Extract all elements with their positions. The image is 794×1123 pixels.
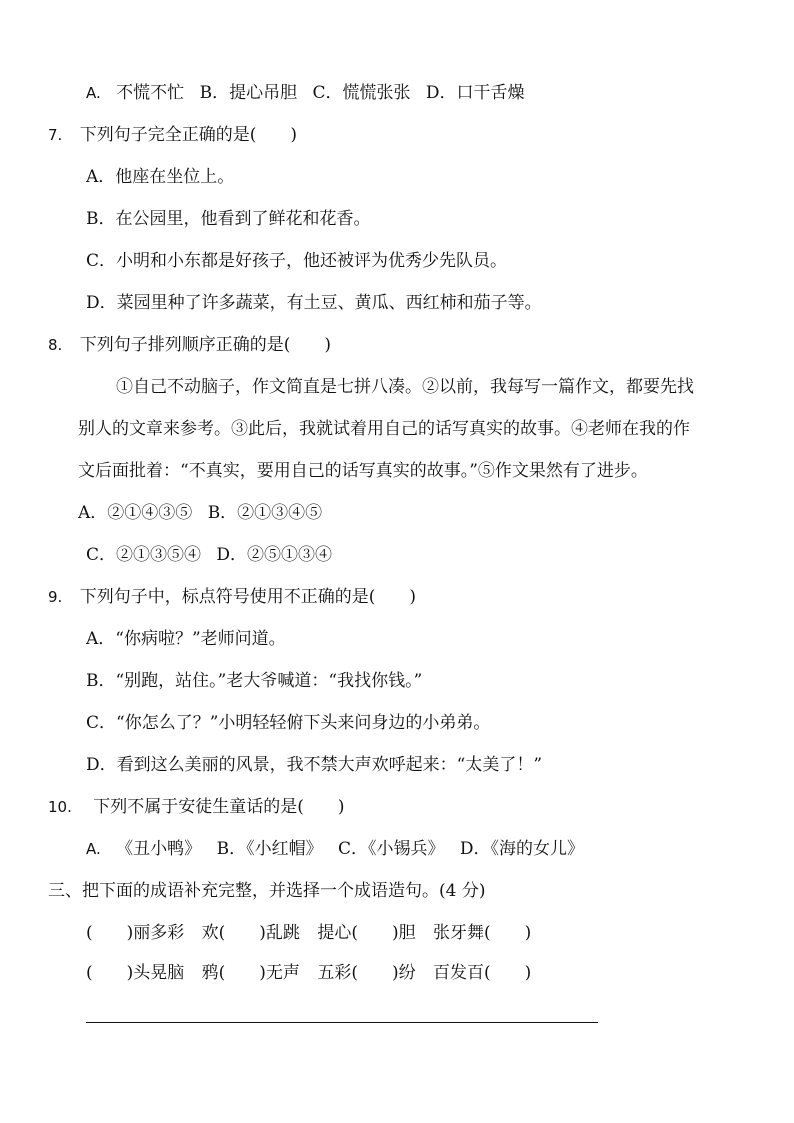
- q8-option-b: B．②①③④⑤: [207, 503, 323, 523]
- idiom-8: 百发百( ): [433, 963, 532, 983]
- q9-option-b: B．“别跑，站住。”老大爷喊道：“我找你钱。”: [86, 671, 423, 691]
- q10-option-b: B．《小红帽》: [216, 839, 323, 859]
- q8-prompt: 下列句子排列顺序正确的是( ): [79, 335, 331, 355]
- q10-option-d: D．《海的女儿》: [459, 839, 585, 859]
- q9-number: 9.: [48, 588, 63, 606]
- q8-question: [48, 334, 331, 356]
- q10-option-a-letter: A.: [86, 840, 101, 858]
- q10-question: [48, 796, 345, 818]
- q8-passage-line-3: 文后面批着：“不真实，要用自己的话写真实的故事。”⑤作文果然有了进步。: [78, 461, 648, 481]
- q7-number: 7.: [48, 126, 63, 144]
- q8-option-d: D．②⑤①③④: [216, 545, 333, 565]
- idiom-row-1: [86, 922, 531, 944]
- idiom-row-2: [86, 962, 531, 984]
- q6-option-d: D．口干舌燥: [425, 83, 525, 103]
- q7-prompt: 下列句子完全正确的是( ): [79, 125, 297, 145]
- q8-option-c: C．②①③⑤④: [86, 545, 202, 565]
- sentence-answer-line[interactable]: [86, 1022, 598, 1023]
- q9-option-c: C．“你怎么了？”小明轻轻俯下头来问身边的小弟弟。: [86, 713, 491, 733]
- q10-option-a-text: 《丑小鸭》: [116, 839, 202, 859]
- q8-passage-line-2: 别人的文章来参考。③此后，我就试着用自己的话写真实的故事。④老师在我的作: [78, 419, 690, 439]
- q6-option-c: C．慌慌张张: [312, 83, 411, 103]
- q9-option-d: D．看到这么美丽的风景，我不禁大声欢呼起来：“太美了！”: [86, 755, 543, 775]
- q9-prompt: 下列句子中，标点符号使用不正确的是( ): [79, 587, 416, 607]
- idiom-3: 提心( )胆: [317, 923, 416, 943]
- idiom-6: 鸦( )无声: [201, 963, 300, 983]
- idiom-2: 欢( )乱跳: [201, 923, 300, 943]
- q6-option-a-letter: A.: [86, 84, 101, 102]
- q7-option-c: C．小明和小东都是好孩子，他还被评为优秀少先队员。: [86, 251, 508, 271]
- q8-passage-line-1: ①自己不动脑子，作文简直是七拼八凑。②以前，我每写一篇作文，都要先找: [116, 377, 694, 397]
- q7-question: [48, 124, 297, 146]
- q9-option-a: A．“你病啦？”老师问道。: [86, 629, 286, 649]
- q6-option-b: B．提心吊胆: [199, 83, 298, 103]
- section3-title: 三、把下面的成语补充完整，并选择一个成语造句。(4 分): [48, 881, 486, 901]
- idiom-1: ( )丽多彩: [86, 923, 185, 943]
- q6-options: [86, 82, 525, 104]
- q8-options-row-1: [78, 502, 322, 524]
- q10-prompt: 下列不属于安徒生童话的是( ): [93, 797, 345, 817]
- q8-options-row-2: [86, 544, 332, 566]
- q8-number: 8.: [48, 336, 63, 354]
- q7-option-d: D．菜园里种了许多蔬菜，有土豆、黄瓜、西红柿和茄子等。: [86, 293, 542, 313]
- q7-option-a: A．他座在坐位上。: [86, 167, 235, 187]
- idiom-4: 张牙舞( ): [433, 923, 532, 943]
- idiom-7: 五彩( )纷: [317, 963, 416, 983]
- idiom-5: ( )头晃脑: [86, 963, 185, 983]
- q8-option-a: A．②①④③⑤: [78, 503, 193, 523]
- q7-option-b: B．在公园里，他看到了鲜花和花香。: [86, 209, 371, 229]
- q6-option-a-text: 不慌不忙: [116, 83, 185, 103]
- q9-question: [48, 586, 416, 608]
- q10-options: [86, 838, 584, 860]
- q10-option-c: C．《小锡兵》: [337, 839, 445, 859]
- q10-number: 10.: [48, 798, 72, 816]
